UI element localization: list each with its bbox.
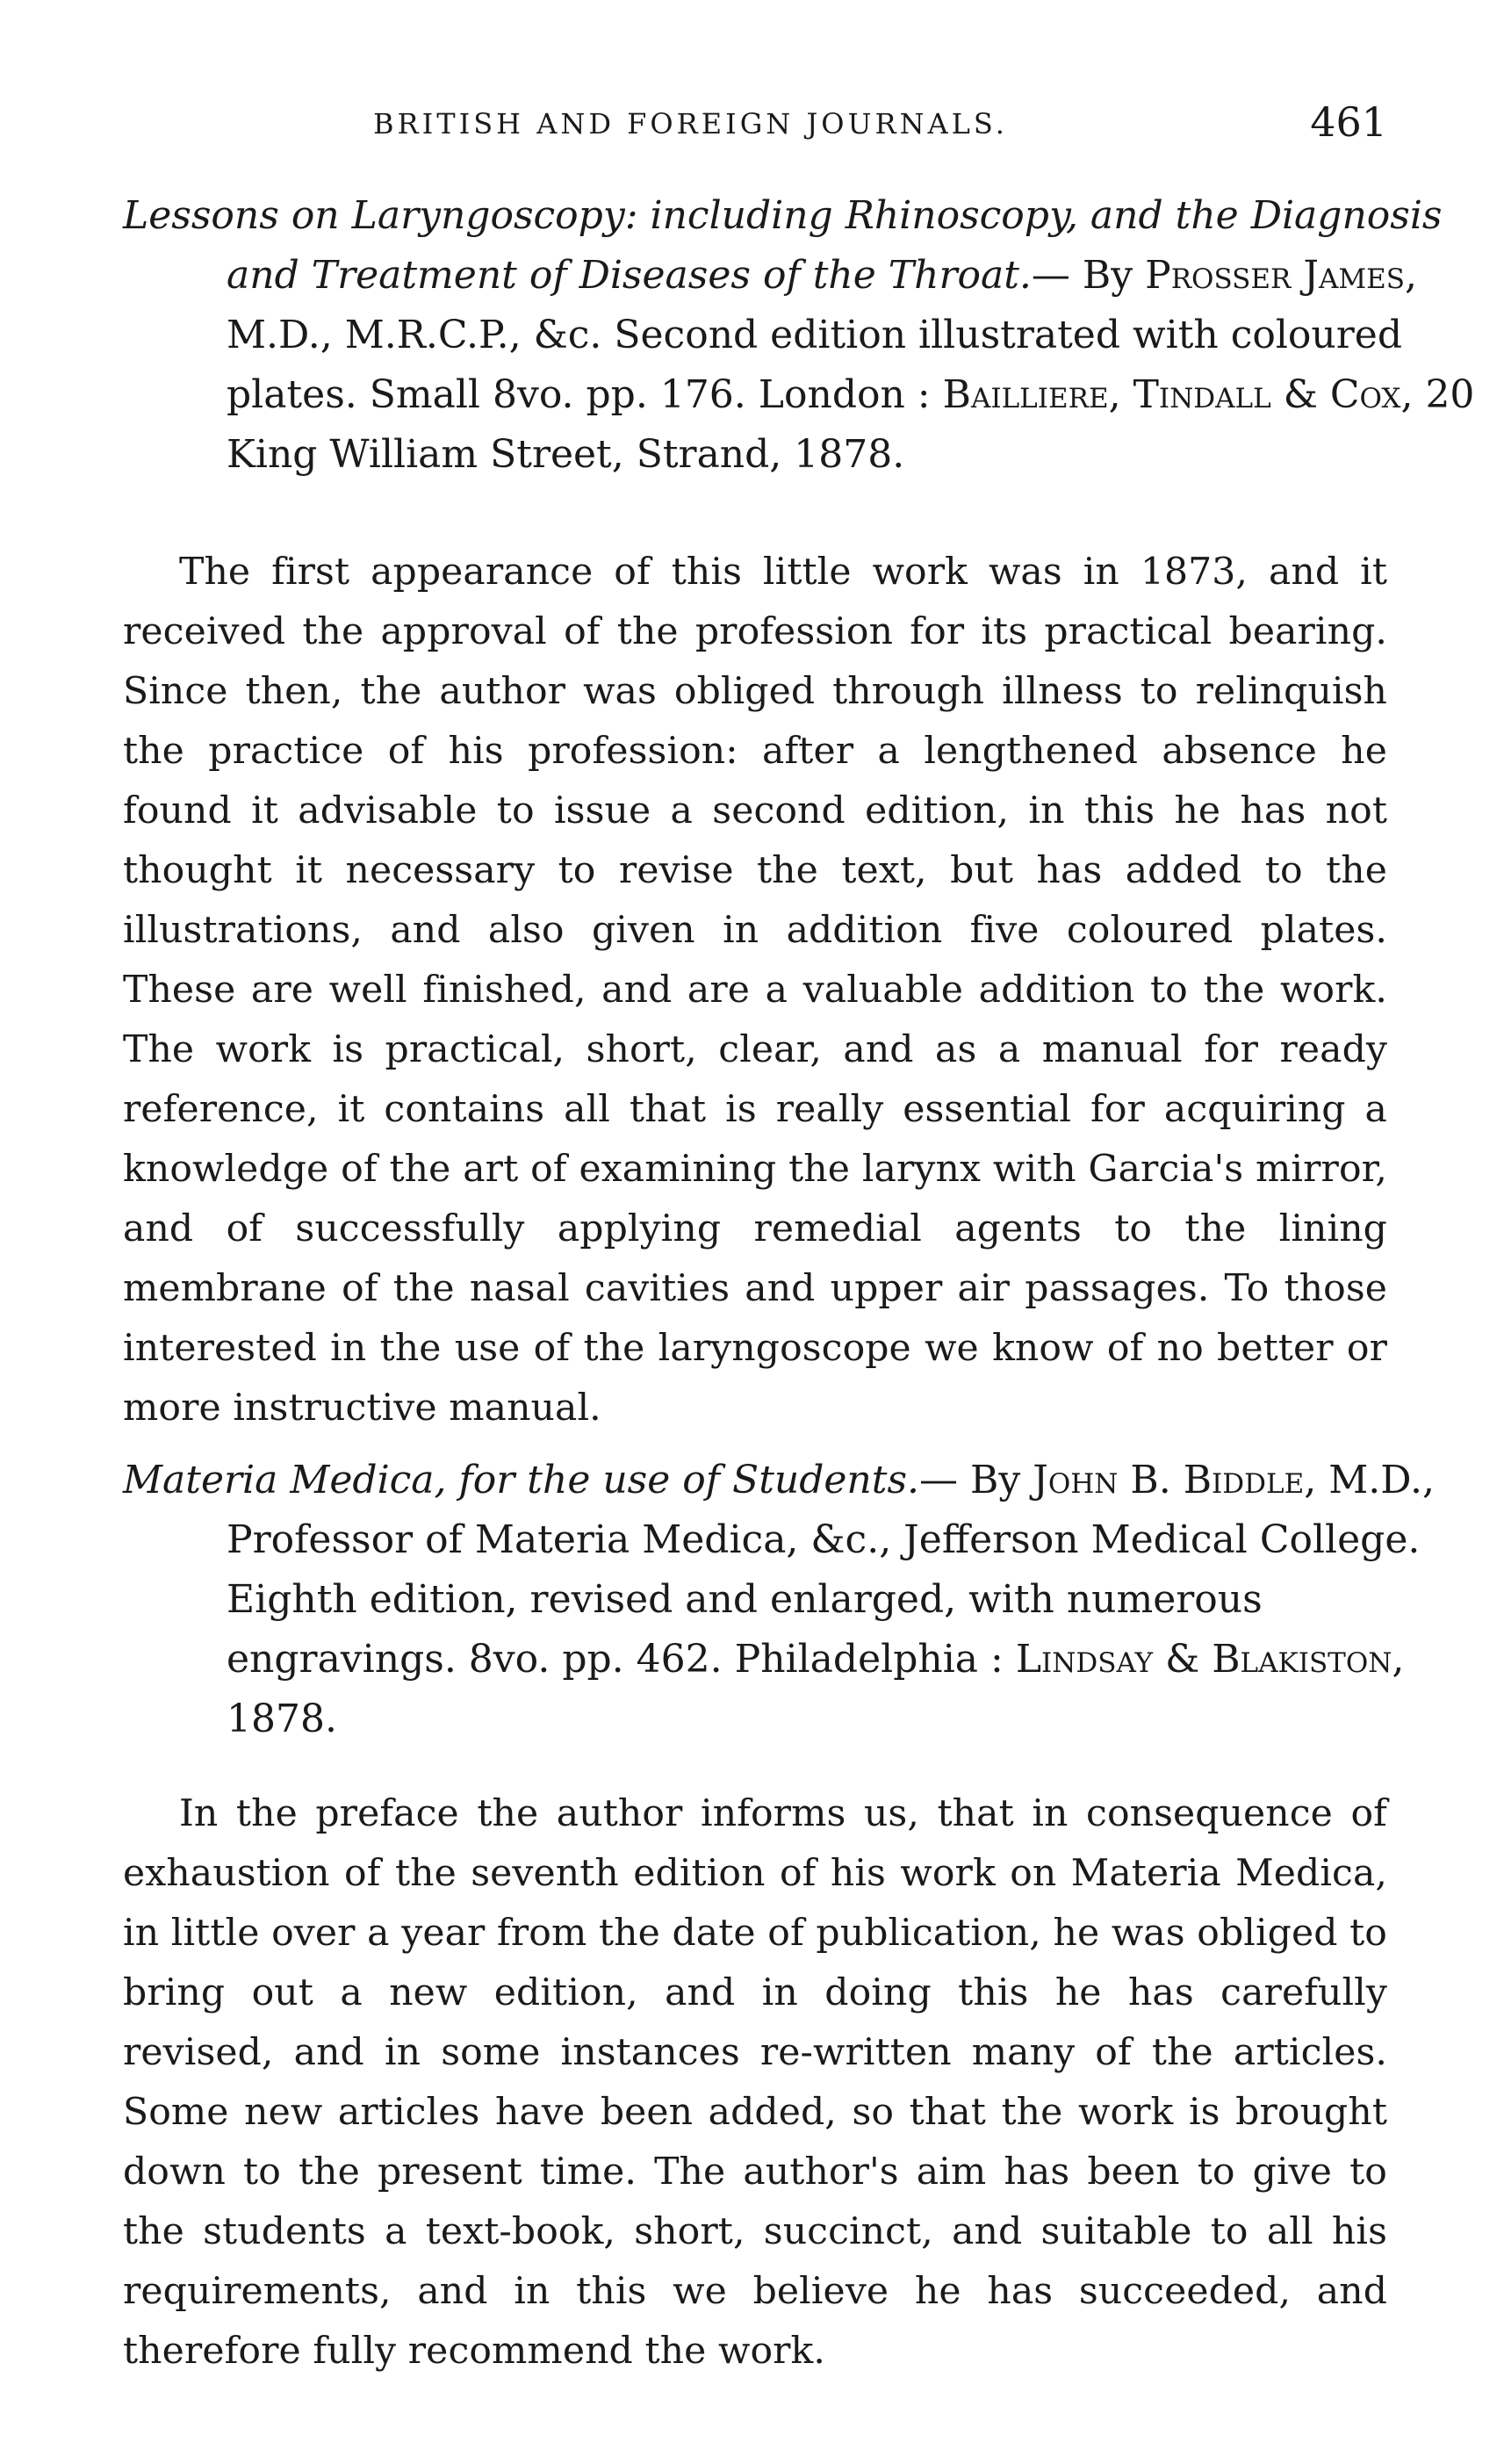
publisher-address: , 20 King William Street, Strand, 1878. xyxy=(227,372,1475,477)
by-word: By xyxy=(970,1458,1021,1502)
author-name: John B. Biddle xyxy=(1033,1458,1305,1502)
book-details: , M.D., M.R.C.P., &c. Second edition illustrated with coloured plates. Small 8vo. pp. 176. London : xyxy=(227,253,1417,417)
book-details: , M.D., Professor of Materia Medica, &c., Jefferson Medical College. Eighth edition, revised and enlarged, with numerous engravings. 8vo. pp. 462. Philadelphia : xyxy=(227,1458,1435,1682)
review-heading-laryngoscopy xyxy=(123,186,1491,485)
running-head xyxy=(123,98,1387,151)
publisher-name: Bailliere, Tindall & Cox xyxy=(942,372,1401,417)
publisher-address: , 1878. xyxy=(227,1637,1405,1741)
review-body-materia-medica: In the preface the author informs us, that in consequence of exhaustion of the seventh edition of his work on Materia Medica, in little over a year from the date of publication, he was obliged to bring out a new edition, and in doing this he has carefully revised, and in some instances re-written many of the articles. Some new articles have been added, so that the work is brought down to the present time. The author's aim has been to give to the students a text-book, short, succinct, and suitable to all his requirements, and in this we believe he has succeeded, and therefore fully recommend the work. xyxy=(123,1792,1387,2373)
by-word: By xyxy=(1082,253,1133,298)
page-number: 461 xyxy=(1310,98,1387,146)
title-dash: — xyxy=(919,1458,959,1502)
publisher-name: Lindsay & Blakiston xyxy=(1015,1637,1392,1682)
running-title: BRITISH AND FOREIGN JOURNALS. xyxy=(373,107,1008,140)
book-title: Lessons on Laryngoscopy: including Rhinoscopy, and the Diagnosis and Treatment of Diseases of the Throat. xyxy=(123,193,1443,298)
title-dash: — xyxy=(1031,253,1070,298)
author-name: Prosser James xyxy=(1145,253,1405,298)
book-title: Materia Medica, for the use of Students. xyxy=(123,1458,920,1502)
review-heading-materia-medica xyxy=(123,1451,1491,1749)
review-body-laryngoscopy: The first appearance of this little work was in 1873, and it received the approval of the profession for its practical bearing. Since then, the author was obliged through illness to relinquish the practice of his profession: after a lengthened absence he found it advisable to issue a second edition, in this he has not thought it necessary to revise the text, but has added to the illustrations, and also given in addition five coloured plates. These are well finished, and are a valuable addition to the work. The work is practical, short, clear, and as a manual for ready reference, it contains all that is really essential for acquiring a knowledge of the art of examining the larynx with Garcia's mirror, and of successfully applying remedial agents to the lining membrane of the nasal cavities and upper air passages. To those interested in the use of the laryngoscope we know of no better or more instructive manual. xyxy=(123,551,1387,1430)
